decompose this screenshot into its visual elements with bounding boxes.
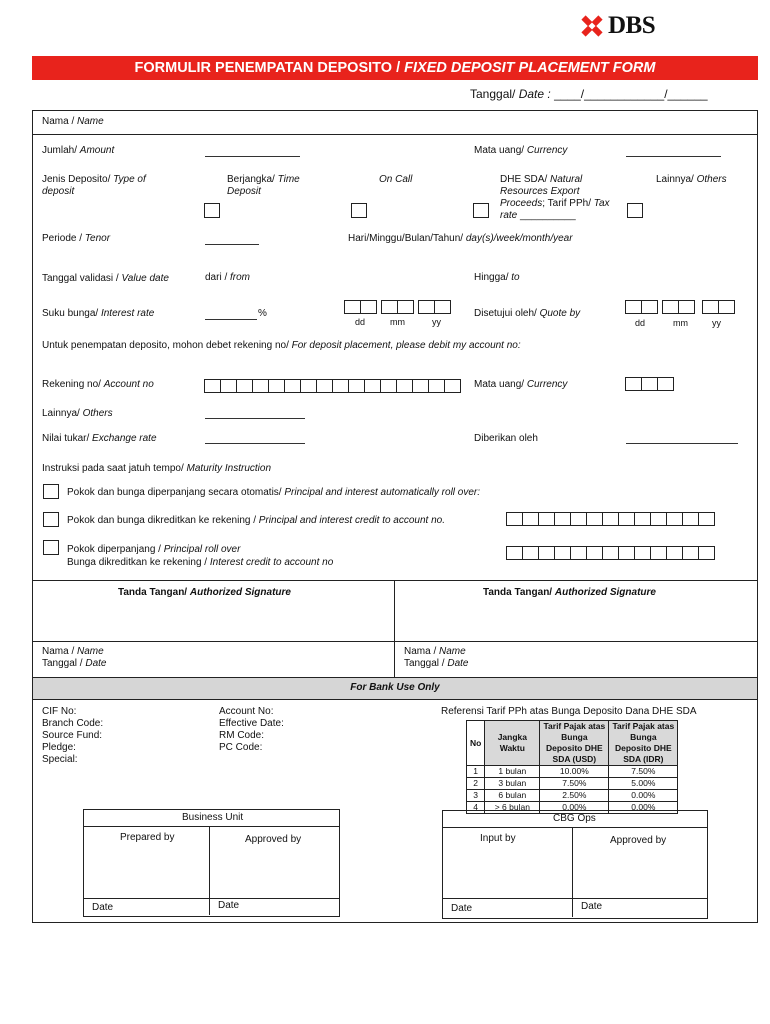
ref-title: Referensi Tarif PPh atas Bunga Deposito Dana DHE SDA [441, 706, 697, 717]
credit-label: Pokok dan bunga dikreditkan ke rekening / Principal and interest credit to account no. [67, 515, 446, 526]
cbg-approved-label: Approved by [610, 835, 667, 846]
quote-date-dd[interactable] [625, 300, 658, 314]
sig-name-right: Nama / Name [404, 646, 466, 657]
table-row: 4 > 6 bulan 0.00% 0.00% [467, 802, 678, 814]
col-no: No [467, 721, 485, 766]
bank-left-2: Source Fund: [42, 730, 103, 741]
value-date-label: Tanggal validasi / Value date [42, 273, 169, 284]
dhe-checkbox[interactable] [473, 203, 489, 218]
signature-label-right: Tanda Tangan/ Authorized Signature [483, 587, 656, 598]
principal-rollover-checkbox[interactable] [43, 540, 59, 555]
percent-sign: % [258, 308, 267, 319]
interest-date-mm[interactable] [381, 300, 414, 314]
account-no-cells[interactable] [204, 379, 461, 393]
divider [33, 134, 757, 135]
currency2-label: Mata uang/ Currency [474, 379, 568, 390]
interest-date-yy[interactable] [418, 300, 451, 314]
maturity-label: Instruksi pada saat jatuh tempo/ Maturity Instruction [42, 463, 272, 474]
given-by-label: Diberikan oleh [474, 433, 538, 444]
bu-date-left: Date [92, 902, 114, 913]
divider [443, 827, 707, 828]
principal-rollover-label: Pokok diperpanjang / Principal roll over [67, 544, 241, 555]
quote-date-mm[interactable] [662, 300, 695, 314]
bu-date-right: Date [218, 900, 240, 911]
table-row: 2 3 bulan 7.50% 5.00% [467, 778, 678, 790]
time-deposit-label: Berjangka/ Time Deposit [227, 174, 300, 197]
currency-label: Mata uang/ Currency [474, 145, 568, 156]
bank-left-1: Branch Code: [42, 718, 104, 729]
rollover-checkbox[interactable] [43, 484, 59, 499]
interest-date-dd[interactable] [344, 300, 377, 314]
on-call-label: On Call [379, 174, 413, 185]
debit-instruction: Untuk penempatan deposito, mohon debet rekening no/ For deposit placement, please debit my account no: [42, 340, 521, 351]
cbg-input-label: Input by [480, 833, 516, 844]
quote-by-label: Disetujui oleh/ Quote by [474, 308, 581, 319]
tax-rate-table [466, 720, 678, 814]
interest-account-cells[interactable] [506, 546, 715, 560]
exchange-rate-label: Nilai tukar/ Exchange rate [42, 433, 157, 444]
bank-mid-3: PC Code: [219, 742, 263, 753]
mm-label: mm [390, 317, 405, 327]
dbs-star-icon [580, 14, 604, 38]
interest-label: Suku bunga/ Interest rate [42, 308, 155, 319]
tenor-label: Periode / Tenor [42, 233, 111, 244]
rollover-label: Pokok dan bunga diperpanjang secara otomatis/ Principal and interest automatically roll over: [67, 487, 481, 498]
yy-label: yy [432, 317, 441, 327]
amount-label: Jumlah/ Amount [42, 145, 115, 156]
others-field[interactable] [205, 408, 305, 419]
col-usd: Tarif Pajak atas Bunga Deposito DHE SDA (USD) [540, 721, 609, 766]
divider [33, 641, 757, 642]
bank-mid-2: RM Code: [219, 730, 265, 741]
form-title: FORMULIR PENEMPATAN DEPOSITO / FIXED DEPOSIT PLACEMENT FORM [32, 56, 758, 80]
credit-account-cells[interactable] [506, 512, 715, 526]
quote-date-yy[interactable] [702, 300, 735, 314]
bu-approved-label: Approved by [245, 834, 302, 845]
tenor-units-label: Hari/Minggu/Bulan/Tahun/ day(s)/week/month/year [348, 233, 573, 244]
interest-credit-label: Bunga dikreditkan ke rekening / Interest credit to account no [67, 557, 334, 568]
other-type-label: Lainnya/ Others [656, 174, 727, 185]
cbg-ops-title: CBG Ops [553, 813, 596, 824]
amount-field[interactable] [205, 146, 300, 157]
divider [33, 580, 757, 581]
from-label: dari / from [205, 272, 251, 283]
bu-prepared-label: Prepared by [120, 832, 175, 843]
bank-left-4: Special: [42, 754, 78, 765]
tenor-field[interactable] [205, 234, 259, 245]
credit-checkbox[interactable] [43, 512, 59, 527]
given-by-field[interactable] [626, 433, 738, 444]
bank-left-3: Pledge: [42, 742, 76, 753]
name-label: Nama / Name [42, 116, 104, 127]
on-call-checkbox[interactable] [351, 203, 367, 218]
form-date-field[interactable]: Tanggal/ Date : ____/____________/______ [470, 87, 708, 101]
table-row: 3 6 bulan 2.50% 0.00% [467, 790, 678, 802]
dbs-logo [580, 14, 655, 38]
table-row: 1 1 bulan 10.00% 7.50% [467, 766, 678, 778]
other-type-checkbox[interactable] [627, 203, 643, 218]
col-term: Jangka Waktu [485, 721, 540, 766]
bank-mid-1: Effective Date: [219, 718, 284, 729]
cbg-date-right: Date [581, 901, 603, 912]
yy-label: yy [712, 318, 721, 328]
business-unit-title: Business Unit [182, 812, 244, 823]
bank-mid-0: Account No: [219, 706, 274, 717]
divider [33, 677, 757, 678]
currency2-cells[interactable] [625, 377, 674, 391]
mm-label: mm [673, 318, 688, 328]
dd-label: dd [355, 317, 366, 327]
deposit-type-label: Jenis Deposito/ Type of deposit [42, 174, 146, 197]
dd-label: dd [635, 318, 646, 328]
account-no-label: Rekening no/ Account no [42, 379, 154, 390]
time-deposit-checkbox[interactable] [204, 203, 220, 218]
until-label: Hingga/ to [474, 272, 520, 283]
divider [394, 580, 395, 677]
dhe-label: DHE SDA/ Natural Resources Export Proceeds; Tarif PPh/ Tax rate __________ [500, 174, 610, 221]
sig-date-right: Tanggal / Date [404, 658, 469, 669]
divider [84, 898, 339, 899]
divider [443, 898, 707, 899]
divider [209, 826, 210, 915]
bank-use-header: For Bank Use Only [33, 677, 757, 699]
sig-name-left: Nama / Name [42, 646, 104, 657]
cbg-date-left: Date [451, 903, 473, 914]
signature-label-left: Tanda Tangan/ Authorized Signature [118, 587, 291, 598]
others-label: Lainnya/ Others [42, 408, 113, 419]
divider [33, 699, 757, 700]
divider [84, 826, 339, 827]
sig-date-left: Tanggal / Date [42, 658, 107, 669]
col-idr: Tarif Pajak atas Bunga Deposito DHE SDA (IDR) [609, 721, 678, 766]
exchange-rate-field[interactable] [205, 433, 305, 444]
currency-field[interactable] [626, 146, 721, 157]
bank-left-0: CIF No: [42, 706, 77, 717]
interest-field[interactable] [205, 309, 257, 320]
divider [572, 827, 573, 917]
brand-name: DBS [608, 12, 656, 39]
